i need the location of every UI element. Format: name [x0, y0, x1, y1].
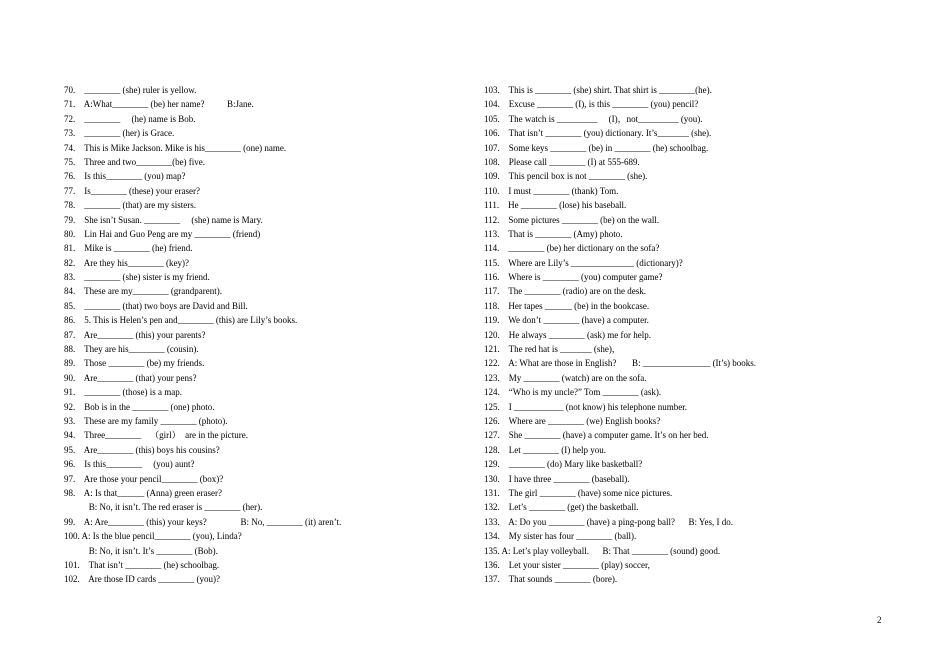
exercise-line: 97. Are those your pencil________ (box)?: [64, 473, 224, 484]
exercise-line: 90. Are________ (that) your pens?: [64, 372, 197, 383]
exercise-line: 103. This is ________ (she) shirt. That shirt is ________(he).: [484, 85, 712, 95]
exercise-line: 72. ________ (he) name is Bob.: [64, 113, 196, 124]
exercise-line: 127. She ________ (have) a computer game. It’s on her bed.: [484, 430, 709, 441]
exercise-line: 92. Bob is in the ________ (one) photo.: [64, 401, 215, 412]
exercise-line: 131. The girl ________ (have) some nice pictures.: [484, 487, 673, 498]
exercise-line: B: No, it isn’t. The red eraser is ________ (her).: [64, 502, 263, 513]
exercise-line: 113. That is ________ (Amy) photo.: [484, 228, 623, 239]
exercise-column-left: [64, 83, 464, 587]
exercise-line: 99. A: Are________ (this) your keys? B: No, ________ (it) aren’t.: [64, 516, 342, 527]
exercise-line: 74. This is Mike Jackson. Mike is his________ (one) name.: [64, 142, 287, 153]
exercise-line: B: No, it isn’t. It’s ________ (Bob).: [64, 545, 218, 556]
exercise-line: 115. Where are Lily’s ______________ (dictionary)?: [484, 257, 683, 268]
exercise-line: 120. He always ________ (ask) me for help.: [484, 329, 651, 340]
exercise-line: 104. Excuse ________ (I), is this ________ (you) pencil?: [484, 99, 699, 110]
exercise-line: 88. They are his________ (cousin).: [64, 344, 199, 355]
exercise-line: 95. Are________ (this) boys his cousins?: [64, 444, 220, 455]
exercise-line: 122. A: What are those in English? B: _______________ (It’s) books.: [484, 358, 757, 369]
exercise-line: 83. ________ (she) sister is my friend.: [64, 272, 210, 283]
exercise-line: 121. The red hat is _______ (she)，: [484, 344, 621, 355]
exercise-line: 70. ________ (she) ruler is yellow.: [64, 85, 197, 95]
exercise-line: 75. Three and two________(be) five.: [64, 156, 206, 167]
exercise-line: 96. Is this________ (you) aunt?: [64, 459, 195, 470]
exercise-line: 98. A: Is that______ (Anna) green eraser?: [64, 487, 222, 498]
exercise-line: 93. These are my family ________ (photo).: [64, 415, 228, 426]
exercise-line: 89. Those ________ (be) my friends.: [64, 358, 205, 369]
exercise-line: 106. That isn’t ________ (you) dictionary. It’s_______ (she).: [484, 128, 712, 139]
exercise-line: 110. I must ________ (thank) Tom.: [484, 185, 619, 196]
exercise-line: 80. Lin Hai and Guo Peng are my ________ (friend): [64, 228, 261, 239]
exercise-line: 126. Where are ________ (we) English books?: [484, 415, 661, 426]
exercise-line: 137. That sounds ________ (bore).: [484, 574, 618, 585]
exercise-line: 102. Are those ID cards ________ (you)?: [64, 574, 220, 585]
exercise-line: 109. This pencil box is not ________ (she).: [484, 171, 648, 182]
exercise-line: 129. ________ (do) Mary like basketball?: [484, 459, 643, 470]
exercise-line: 77. Is________ (these) your eraser?: [64, 185, 200, 196]
exercise-line: 124. “Who is my uncle?” Tom ________ (ask).: [484, 387, 662, 398]
exercise-line: 136. Let your sister ________ (play) soccer,: [484, 559, 650, 570]
exercise-line: 91. ________ (those) is a map.: [64, 387, 182, 398]
exercise-line: 116. Where is ________ (you) computer game?: [484, 272, 663, 283]
exercise-line: 79. She isn’t Susan. ________ (she) name is Mary.: [64, 214, 263, 225]
exercise-line: 107. Some keys ________ (be) in ________ (he) schoolbag.: [484, 142, 709, 153]
exercise-line: 117. The ________ (radio) are on the desk.: [484, 286, 646, 297]
exercise-line: 85. ________ (that) two boys are David and Bill.: [64, 300, 248, 311]
exercise-line: 76. Is this________ (you) map?: [64, 171, 186, 182]
exercise-line: 133. A: Do you ________ (have) a ping-pong ball? B: Yes, I do.: [484, 516, 733, 527]
exercise-line: 78. ________ (that) are my sisters.: [64, 200, 196, 211]
exercise-line: 101. That isn’t ________ (he) schoolbag.: [64, 559, 220, 570]
exercise-line: 114. ________ (be) her dictionary on the sofa?: [484, 243, 660, 254]
exercise-line: 134. My sister has four ________ (ball).: [484, 531, 637, 542]
exercise-line: 100. A: Is the blue pencil________ (you), Linda?: [64, 531, 242, 542]
exercise-line: 73. ________ (her) is Grace.: [64, 128, 175, 139]
exercise-column-right: [484, 83, 894, 587]
exercise-line: 119. We don’t ________ (have) a computer.: [484, 315, 649, 326]
exercise-line: 128. Let ________ (I) help you.: [484, 444, 606, 455]
exercise-line: 135. A: Let’s play volleyball. B: That ________ (sound) good.: [484, 545, 721, 556]
exercise-line: 86. 5. This is Helen’s pen and________ (this) are Lily’s books.: [64, 315, 298, 326]
exercise-line: 81. Mike is ________ (he) friend.: [64, 243, 193, 254]
exercise-line: 105. The watch is _________ (I)，not_________ (you).: [484, 113, 703, 124]
exercise-line: 118. Her tapes ______ (be) in the bookcase.: [484, 300, 650, 311]
exercise-line: 82. Are they his________ (key)?: [64, 257, 189, 268]
exercise-line: 84. These are my________ (grandparent).: [64, 286, 223, 297]
exercise-line: 108. Please call ________ (I) at 555-689.: [484, 156, 640, 167]
exercise-line: 132. Let’s ________ (get) the basketball.: [484, 502, 639, 513]
exercise-line: 130. I have three ________ (baseball).: [484, 473, 630, 484]
exercise-line: 87. Are________ (this) your parents?: [64, 329, 206, 340]
page-number: 2: [877, 615, 882, 625]
exercise-line: 94. Three________ （girl） are in the picture.: [64, 430, 249, 441]
exercise-line: 123. My ________ (watch) are on the sofa.: [484, 372, 647, 383]
exercise-line: 112. Some pictures ________ (be) on the wall.: [484, 214, 660, 225]
exercise-line: 125. I ___________ (not know) his telephone number.: [484, 401, 687, 412]
exercise-line: 111. He ________ (lose) his baseball.: [484, 200, 627, 211]
exercise-line: 71. A:What________ (be) her name? B:Jane.: [64, 99, 254, 110]
